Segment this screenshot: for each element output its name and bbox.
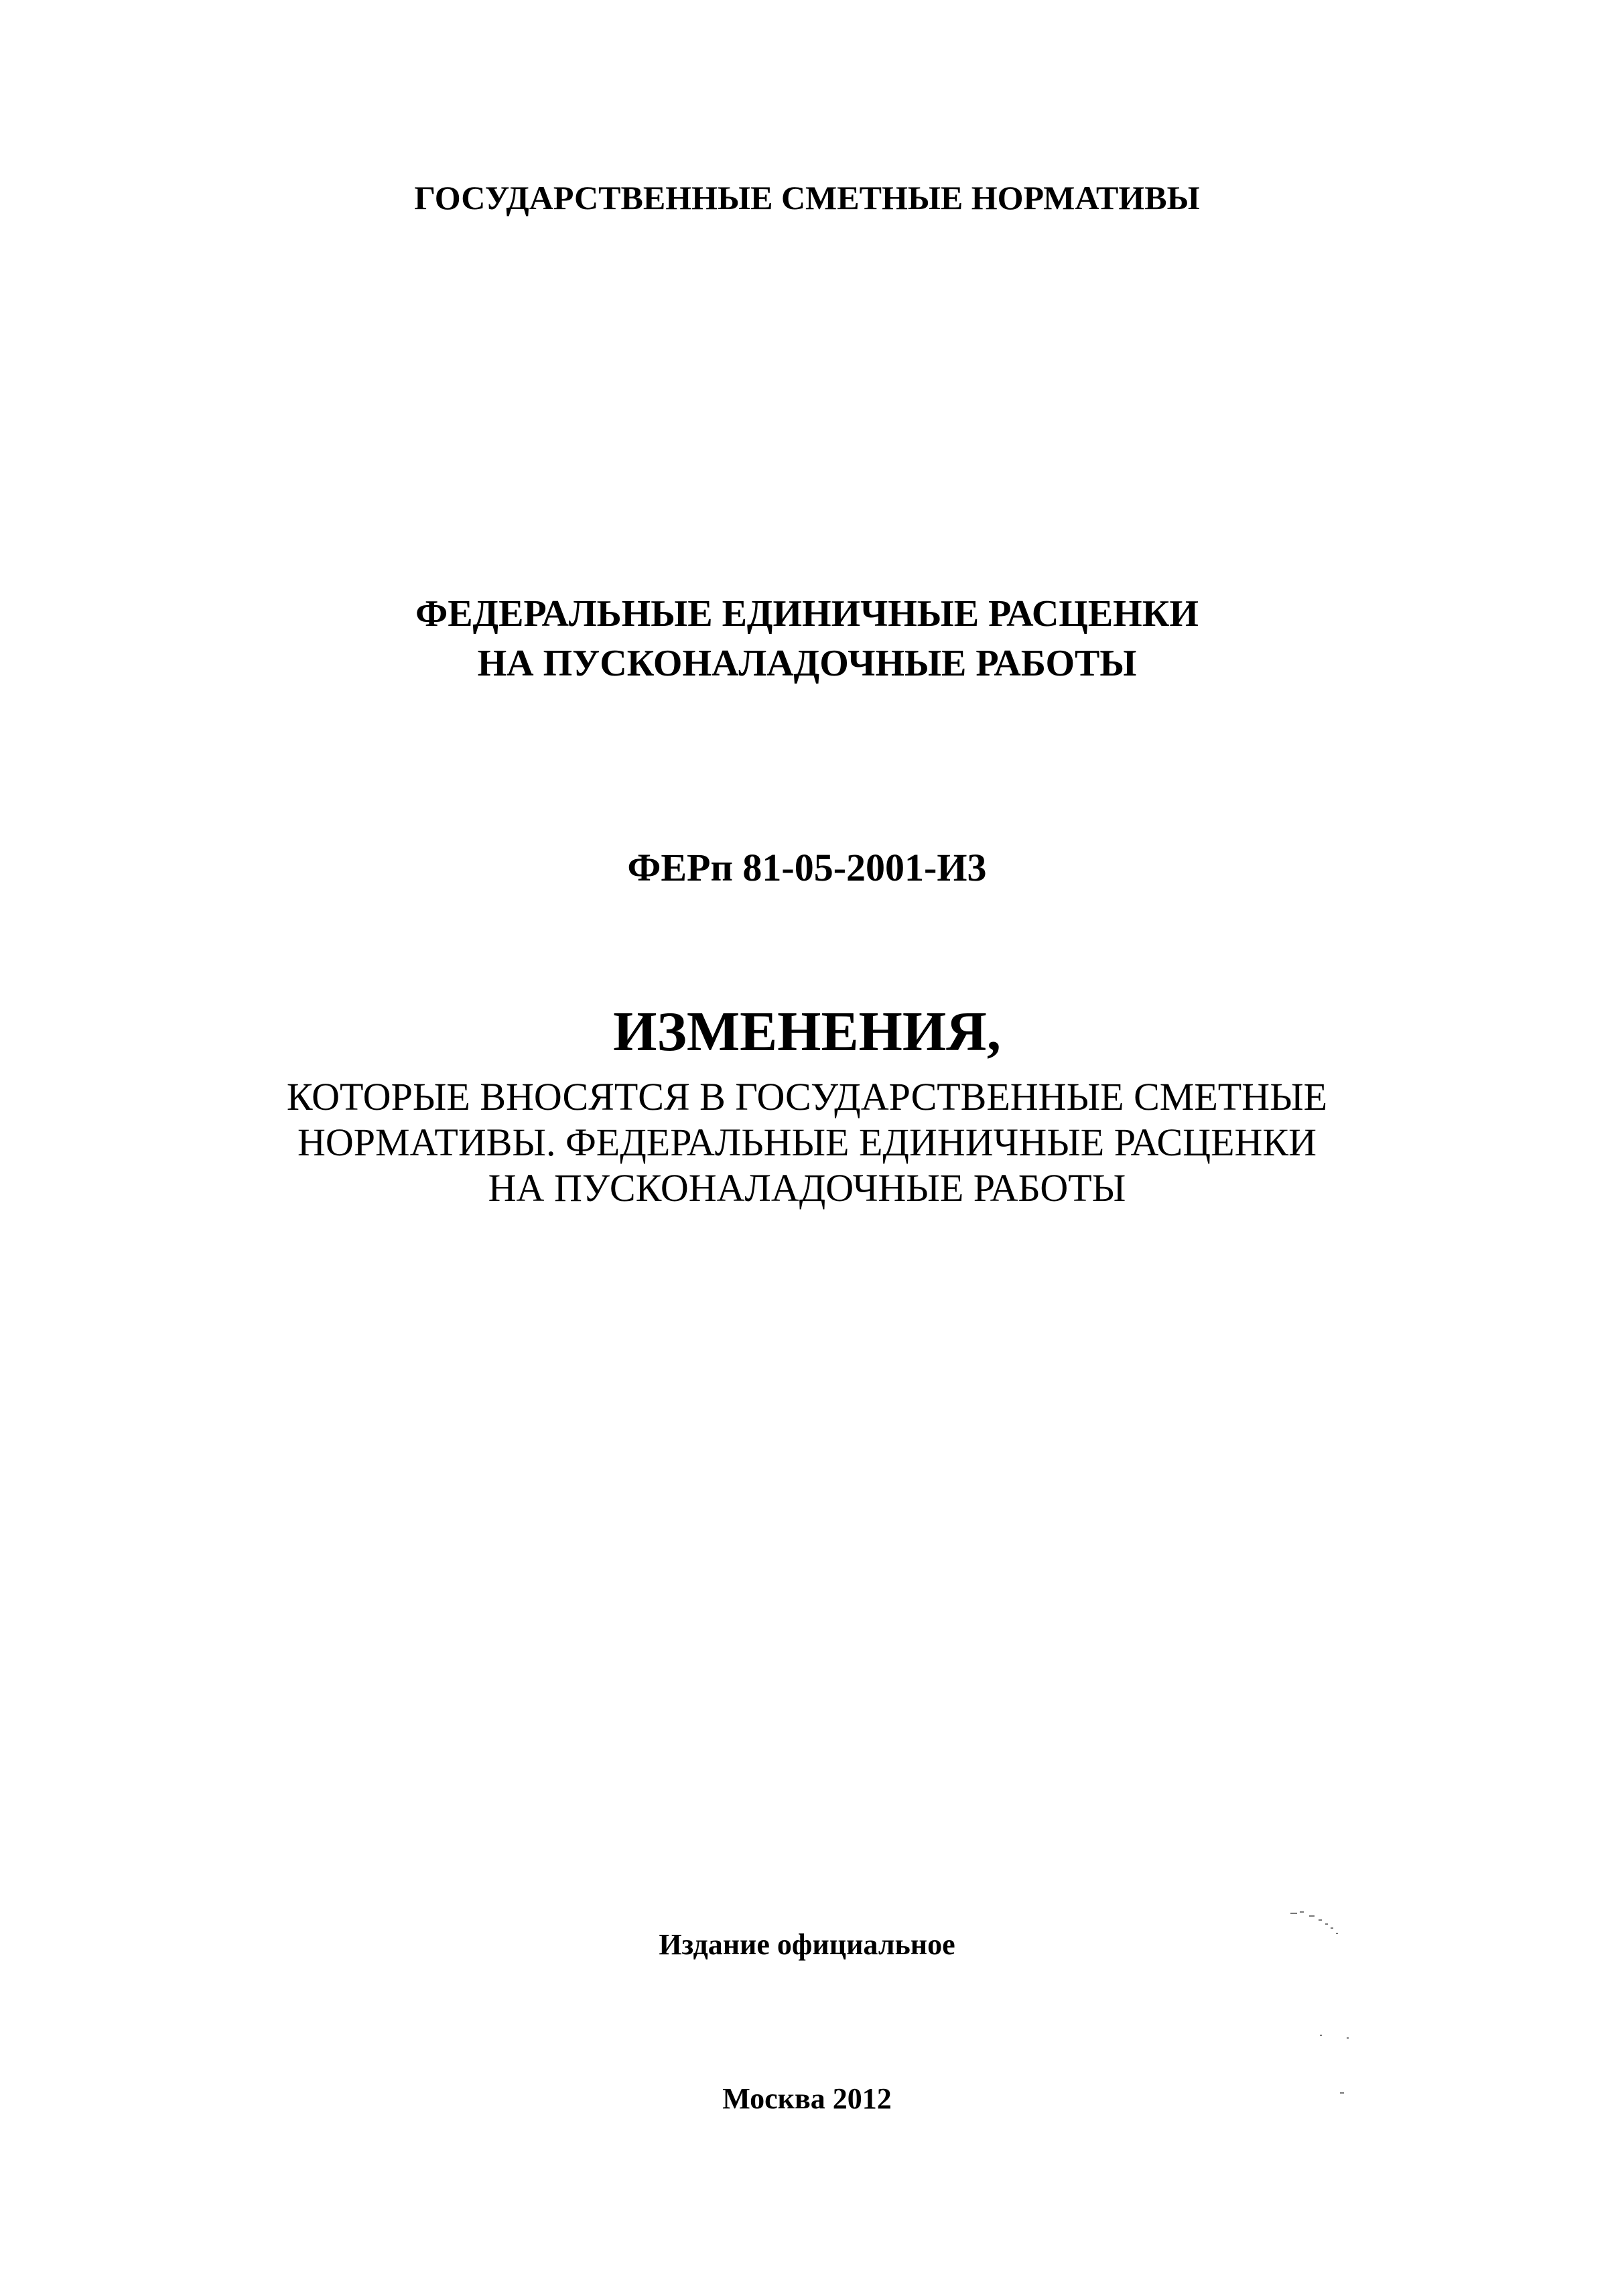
changes-description-line-3: НА ПУСКОНАЛАДОЧНЫЕ РАБОТЫ [488,1166,1126,1210]
document-header: ГОСУДАРСТВЕННЫЕ СМЕТНЫЕ НОРМАТИВЫ [414,179,1200,216]
document-code: ФЕРп 81-05-2001-И3 [627,846,987,889]
document-title-line-1: ФЕДЕРАЛЬНЫЕ ЕДИНИЧНЫЕ РАСЦЕНКИ [415,593,1199,635]
changes-heading: ИЗМЕНЕНИЯ, [613,1001,1001,1063]
document-title-line-2: НА ПУСКОНАЛАДОЧНЫЕ РАБОТЫ [477,643,1137,684]
city-year: Москва 2012 [722,2082,892,2115]
edition-label: Издание официальное [659,1928,955,1961]
changes-description-line-2: НОРМАТИВЫ. ФЕДЕРАЛЬНЫЕ ЕДИНИЧНЫЕ РАСЦЕНКИ [297,1121,1317,1164]
changes-description-line-1: КОТОРЫЕ ВНОСЯТСЯ В ГОСУДАРСТВЕННЫЕ СМЕТНЫЕ [286,1075,1328,1119]
scan-specks [1286,1903,1394,2118]
